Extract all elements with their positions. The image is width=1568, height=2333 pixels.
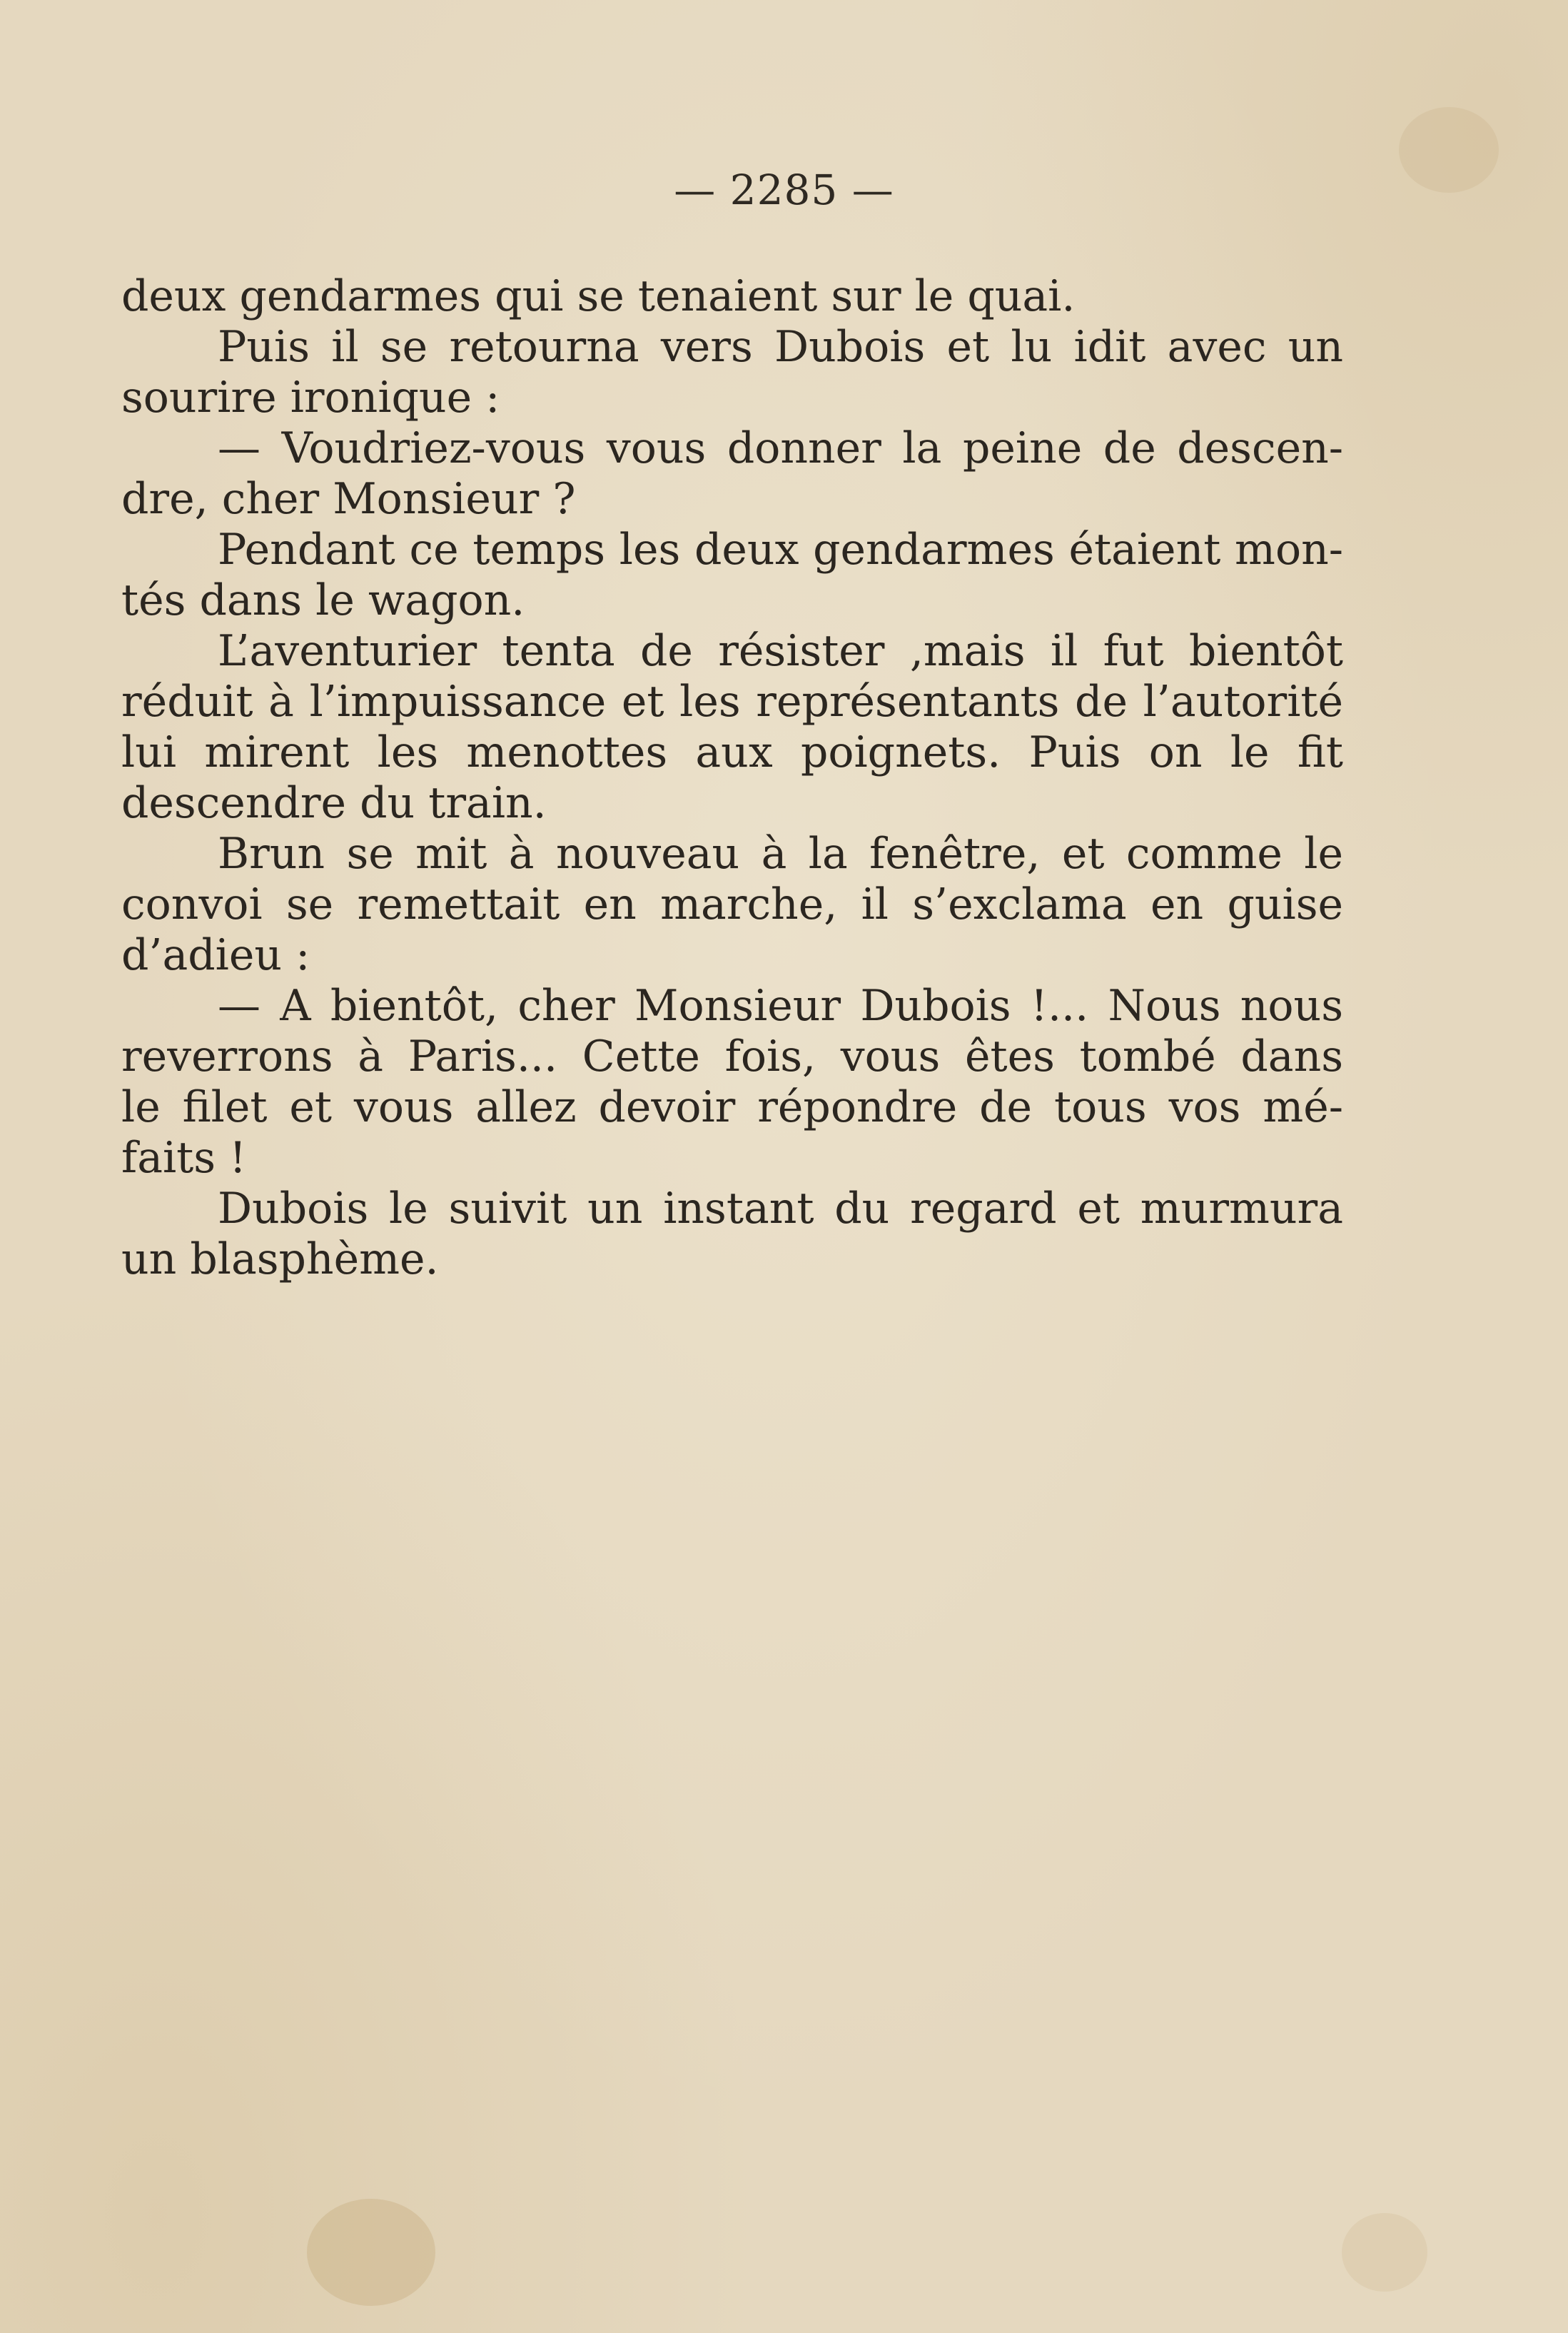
text-line: convoi se remettait en marche, il s’exclama en guise <box>121 880 1343 929</box>
text-line: d’adieu : <box>121 930 310 980</box>
text-line: réduit à l’impuissance et les représentants de l’autorité <box>121 677 1343 727</box>
text-line: un blasphème. <box>121 1234 439 1284</box>
text-line: descendre du train. <box>121 778 547 828</box>
text-line: reverrons à Paris... Cette fois, vous êtes tombé dans <box>121 1032 1343 1082</box>
page-number: — 2285 — <box>674 166 894 214</box>
text-line: Pendant ce temps les deux gendarmes étaient mon- <box>218 525 1343 575</box>
paper-stain <box>307 2199 435 2306</box>
text-line: sourire ironique : <box>121 373 500 423</box>
text-line: le filet et vous allez devoir répondre de tous vos mé- <box>121 1082 1343 1132</box>
text-line: Dubois le suivit un instant du regard et murmura <box>218 1184 1343 1234</box>
text-line: — A bientôt, cher Monsieur Dubois !... Nous nous <box>218 981 1343 1031</box>
paper-stain <box>1342 2213 1427 2292</box>
text-line: dre, cher Monsieur ? <box>121 474 576 524</box>
text-line: Puis il se retourna vers Dubois et lu idit avec un <box>218 322 1343 372</box>
text-line: L’aventurier tenta de résister ,mais il fut bientôt <box>218 626 1343 676</box>
body-text <box>121 271 1343 1285</box>
text-line: lui mirent les menottes aux poignets. Puis on le fit <box>121 727 1343 777</box>
text-line: tés dans le wagon. <box>121 575 525 625</box>
text-line: Brun se mit à nouveau à la fenêtre, et comme le <box>218 829 1343 879</box>
text-line: deux gendarmes qui se tenaient sur le quai. <box>121 271 1076 321</box>
text-line: — Voudriez-vous vous donner la peine de descen- <box>218 423 1343 473</box>
text-line: faits ! <box>121 1133 247 1183</box>
